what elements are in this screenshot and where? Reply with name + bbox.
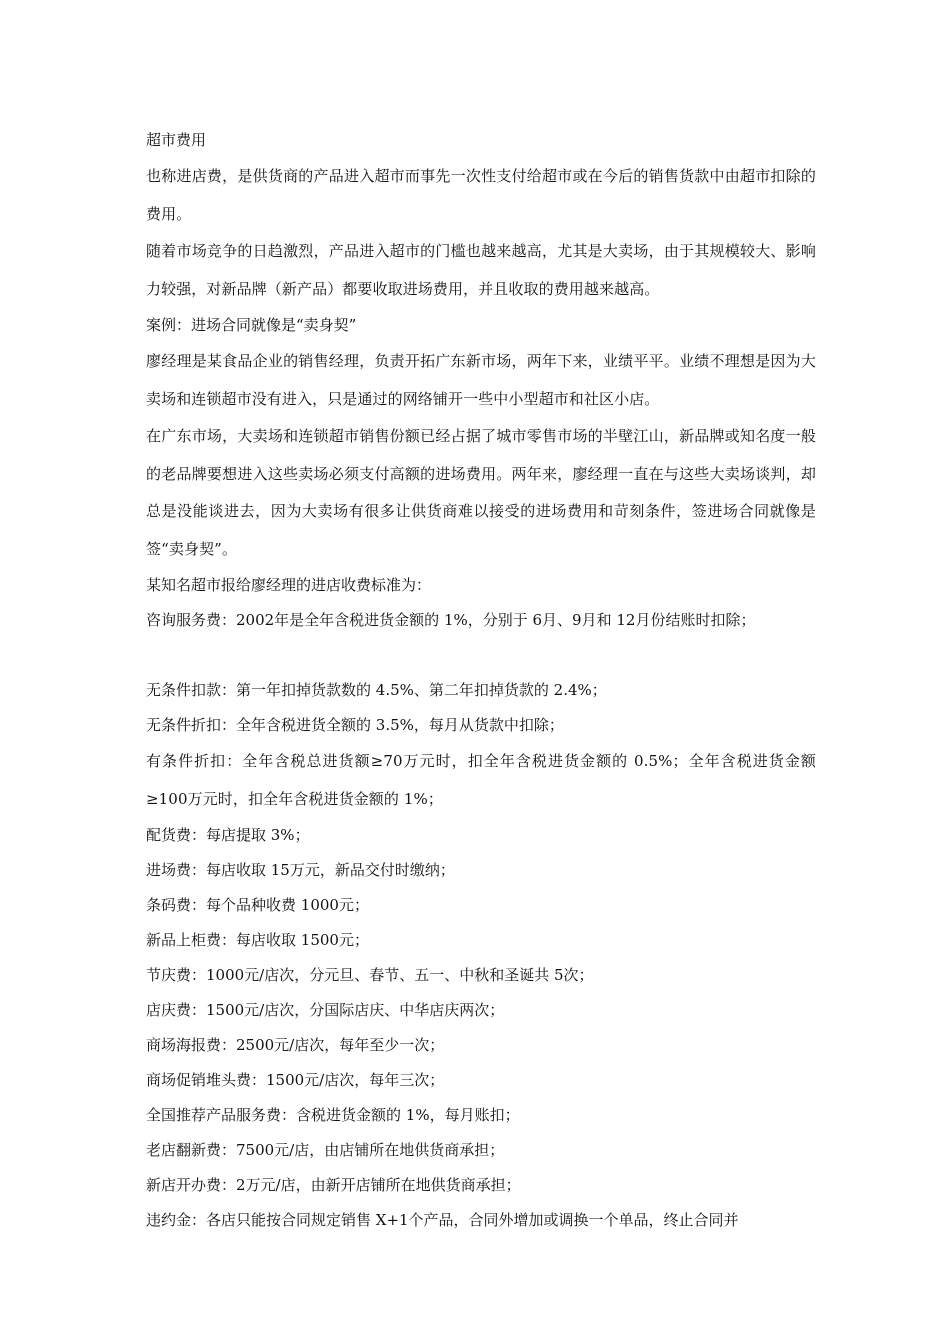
fee-poster: 商场海报费：2500元/店次，每年至少一次；: [146, 1036, 445, 1054]
paragraph-fee-standard-intro: 某知名超市报给廖经理的进店收费标准为：: [146, 576, 432, 594]
document-title: 超市费用: [146, 131, 207, 149]
fee-store-anniversary: 店庆费：1500元/店次，分国际店庆、中华店庆两次；: [146, 1001, 505, 1019]
fee-new-store-opening: 新店开办费：2万元/店，由新开店铺所在地供货商承担；: [146, 1176, 521, 1194]
fee-national-recommendation: 全国推荐产品服务费：含税进货金额的 1%，每月账扣；: [146, 1106, 520, 1124]
blank-line: [146, 638, 816, 673]
fee-barcode: 条码费：每个品种收费 1000元；: [146, 896, 369, 914]
fee-distribution: 配货费：每店提取 3%；: [146, 826, 310, 844]
fee-store-renovation: 老店翻新费：7500元/店，由店铺所在地供货商承担；: [146, 1141, 505, 1159]
fee-entry: 进场费：每店收取 15万元，新品交付时缴纳；: [146, 861, 455, 879]
fee-promotion-display: 商场促销堆头费：1500元/店次，每年三次；: [146, 1071, 445, 1089]
paragraph-definition: 也称进店费，是供货商的产品进入超市而事先一次性支付给超市或在今后的销售货款中由超市扣除的费用。: [146, 167, 816, 223]
paragraph-market-competition: 随着市场竞争的日趋激烈，产品进入超市的门槛也越来越高，尤其是大卖场，由于其规模较大、影响力较强，对新品牌（新产品）都要收取进场费用，并且收取的费用越来越高。: [146, 242, 816, 298]
fee-penalty: 违约金：各店只能按合同规定销售 X+1个产品，合同外增加或调换一个单品，终止合同并: [146, 1211, 739, 1229]
fee-conditional-discount: 有条件折扣：全年含税总进货额≥70万元时，扣全年含税进货金额的 0.5%；全年含税进货金额≥100万元时，扣全年含税进货金额的 1%；: [146, 752, 816, 808]
paragraph-guangdong-market: 在广东市场，大卖场和连锁超市销售份额已经占据了城市零售市场的半壁江山，新品牌或知名度一般的老品牌要想进入这些卖场必须支付高额的进场费用。两年来，廖经理一直在与这些大卖场谈判，却总是没能谈进去，因为大卖场有很多让供货商难以接受的进场费用和苛刻条件，签进场合同就像是签“卖身契”。: [146, 427, 816, 558]
paragraph-case-heading: 案例：进场合同就像是“卖身契”: [146, 316, 357, 334]
paragraph-manager-liao: 廖经理是某食品企业的销售经理，负责开拓广东新市场，两年下来，业绩平平。业绩不理想是因为大卖场和连锁超市没有进入，只是通过的网络铺开一些中小型超市和社区小店。: [146, 352, 816, 408]
fee-festival: 节庆费：1000元/店次，分元旦、春节、五一、中秋和圣诞共 5次；: [146, 966, 594, 984]
fee-unconditional-deduction: 无条件扣款：第一年扣掉货款数的 4.5%、第二年扣掉货款的 2.4%；: [146, 681, 607, 699]
document-body: [146, 123, 816, 1238]
fee-new-product-shelf: 新品上柜费：每店收取 1500元；: [146, 931, 369, 949]
fee-unconditional-discount: 无条件折扣：全年含税进货全额的 3.5%，每月从货款中扣除；: [146, 716, 564, 734]
fee-consulting-service: 咨询服务费：2002年是全年含税进货金额的 1%，分别于 6月、9月和 12月份结账时扣除；: [146, 611, 756, 629]
